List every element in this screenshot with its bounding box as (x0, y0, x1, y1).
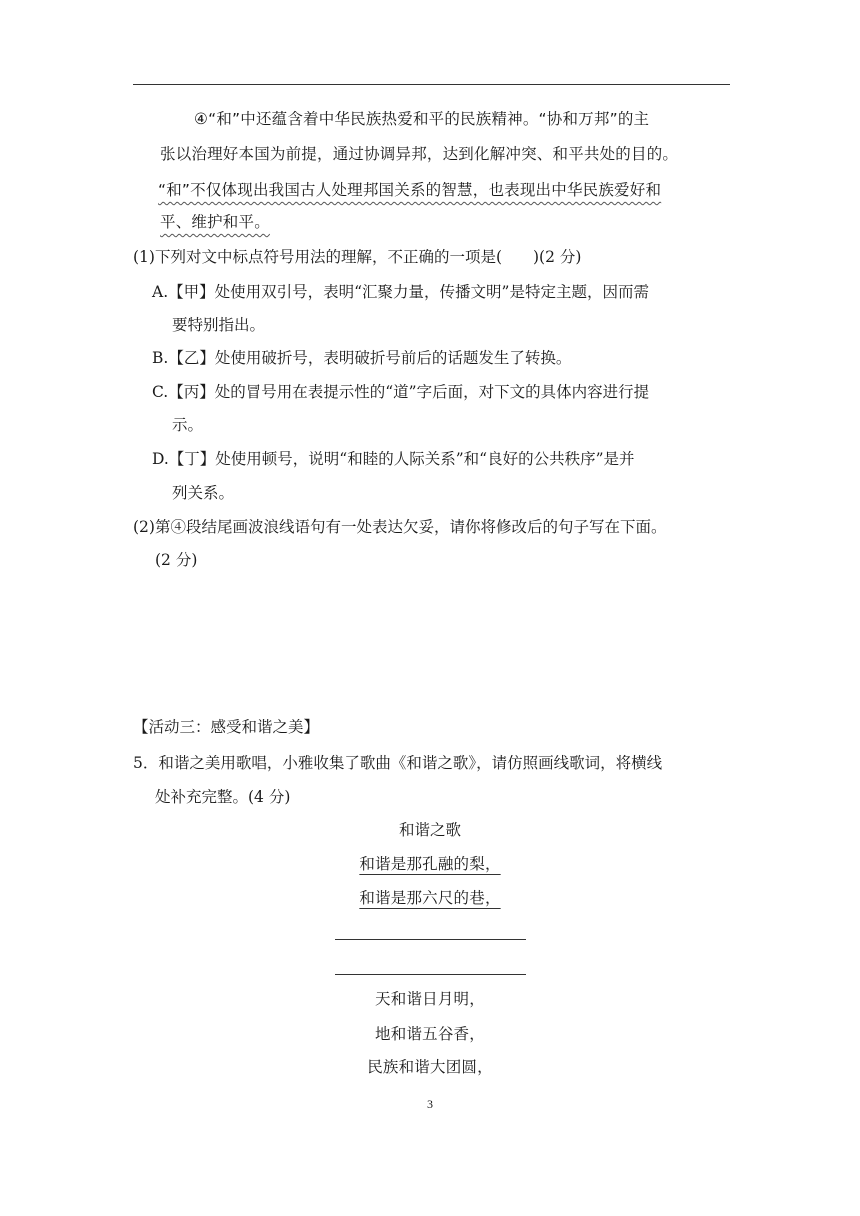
song-line-2-wrap (330, 891, 530, 907)
song-title: 和谐之歌 (398, 821, 461, 839)
question-2-stem-line-1: (2)第④段结尾画波浪线语句有一处表达欠妥，请你将修改后的句子写在下面。 (133, 518, 667, 536)
option-c-line-2: 示。 (172, 416, 204, 434)
paragraph-4-line-1: ④“和”中还蕴含着中华民族热爱和平的民族精神。“协和万邦”的主 (194, 110, 650, 128)
song-line-2: 和谐是那六尺的巷， (359, 889, 501, 907)
song-line-4: 地和谐五谷香， (375, 1025, 485, 1043)
question-2-stem-line-2: (2 分) (155, 551, 198, 569)
answer-blank-2[interactable] (335, 974, 526, 975)
header-rule (133, 84, 730, 85)
option-a-line-2: 要特别指出。 (172, 316, 266, 334)
song-line-1-wrap (330, 857, 530, 873)
paragraph-4-wavy-line-4: 平、维护和平。 (160, 213, 270, 231)
option-c-line-1: C.【丙】处的冒号用在表提示性的“道”字后面，对下文的具体内容进行提 (152, 383, 650, 401)
option-d-line-1: D.【丁】处使用顿号，说明“和睦的人际关系”和“良好的公共秩序”是并 (152, 450, 635, 468)
page-number: 3 (427, 1097, 433, 1111)
option-b: B.【乙】处使用破折号，表明破折号前后的话题发生了转换。 (152, 349, 572, 367)
song-line-3: 天和谐日月明， (375, 990, 485, 1008)
question-5-line-1: 5．和谐之美用歌唱，小雅收集了歌曲《和谐之歌》，请仿照画线歌词，将横线 (133, 754, 663, 772)
activity-3-heading: 【活动三：感受和谐之美】 (133, 718, 320, 736)
question-5-line-2: 处补充完整。(4 分) (155, 788, 291, 806)
paragraph-4-line-2: 张以治理好本国为前提，通过协调异邦，达到化解冲突、和平共处的目的。 (160, 145, 679, 163)
answer-blank-1[interactable] (335, 939, 526, 940)
paragraph-4-wavy-line-3: “和”不仅体现出我国古人处理邦国关系的智慧，也表现出中华民族爱好和 (158, 181, 662, 199)
option-a-line-1: A.【甲】处使用双引号，表明“汇聚力量，传播文明”是特定主题，因而需 (152, 283, 649, 301)
question-1-stem: (1)下列对文中标点符号用法的理解，不正确的一项是( )(2 分) (133, 248, 582, 266)
option-d-line-2: 列关系。 (172, 484, 235, 502)
song-line-1: 和谐是那孔融的梨， (359, 855, 501, 873)
song-line-5: 民族和谐大团圆， (367, 1058, 493, 1076)
